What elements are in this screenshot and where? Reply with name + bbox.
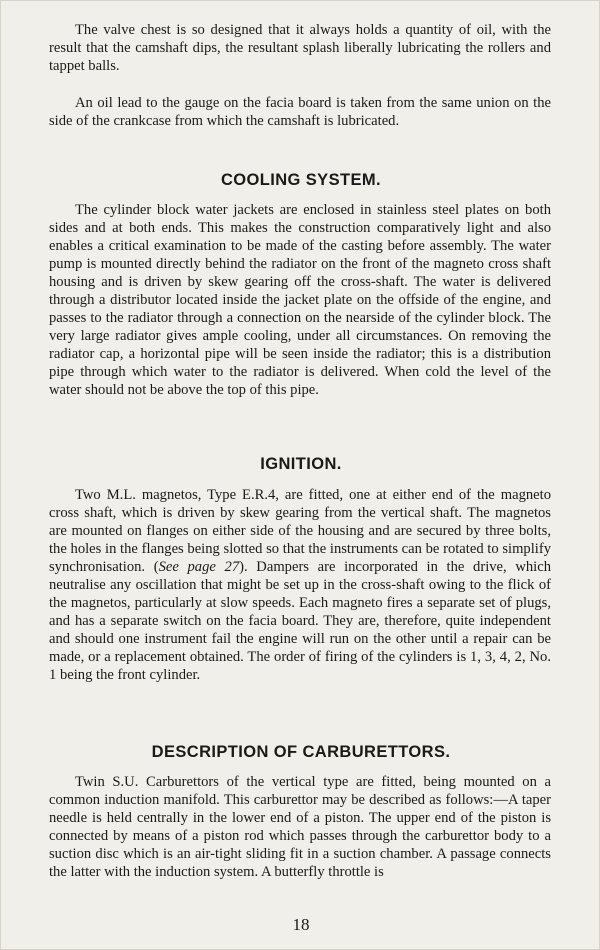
heading-ignition: IGNITION.: [260, 455, 342, 473]
paragraph-valve-chest: The valve chest is so designed that it always holds a quantity of oil, with the result that the camshaft dips, the resultant splash liberally lubricating the rollers and tappet balls.: [49, 22, 551, 74]
page-reference: See page 27: [158, 559, 240, 575]
paragraph-carburettors: Twin S.U. Carburettors of the vertical type are fitted, being mounted on a common induction manifold. This carburettor may be described as follows:—A taper needle is held centrally in the lower end of a piston. The upper end of the piston is connected by means of a piston rod which passes through the carburettor body to a suction disc which is an air-tight sliding fit in a suction chamber. A passage connects the latter with the induction system. A butterfly throttle is: [49, 774, 551, 880]
paragraph-cooling: The cylinder block water jackets are enclosed in stainless steel plates on both sides and at both ends. This makes the construction comparatively light and also enables a critical examination to be made of the casting before assembly. The water pump is mounted directly behind the radiator on the front of the magneto cross shaft housing and is driven by skew gearing off the cross-shaft. The water is delivered through a distributor located inside the jacket plate on the offside of the engine, and passes to the radiator through a connection on the nearside of the cylinder block. The very large radiator gives ample cooling, under all circumstances. On removing the radiator cap, a horizontal pipe will be seen inside the radiator; this is a distribution pipe through which water to the radiator is delivered. When cold the level of the water should not be above the top of this pipe.: [49, 202, 551, 398]
paragraph-ignition: [49, 486, 551, 684]
heading-cooling-system: COOLING SYSTEM.: [220, 171, 381, 189]
ignition-text-part-1: Two M.L. magnetos, Type E.R.4, are fitted, one at either end of the magneto cross shaft, which is driven by skew gearing from the vertical shaft. The magnetos are mounted on flanges on either side of the housing and are secured by three bolts, the holes in the flanges being slotted so that the instruments can be rotated to simplify synchronisation. (: [49, 487, 551, 575]
ignition-text-part-2: ). Dampers are incorporated in the drive, which neutralise any oscillation that might be set up in the cross-shaft owing to the flick of the magnetos, particularly at slow speeds. Each magneto fires a separate set of plugs, and has a separate switch on the facia board. They are, therefore, quite independent and should one instrument fail the engine will run on the other until a repair can be made, or a replacement obtained. The order of firing of the cylinders is 1, 3, 4, 2, No. 1 being the front cylinder.: [49, 559, 551, 683]
heading-description-of-carburettors: DESCRIPTION OF CARBURETTORS.: [151, 743, 451, 761]
page-number: 18: [292, 915, 310, 934]
paragraph-oil-lead: An oil lead to the gauge on the facia board is taken from the same union on the side of the crankcase from which the camshaft is lubricated.: [49, 95, 551, 129]
